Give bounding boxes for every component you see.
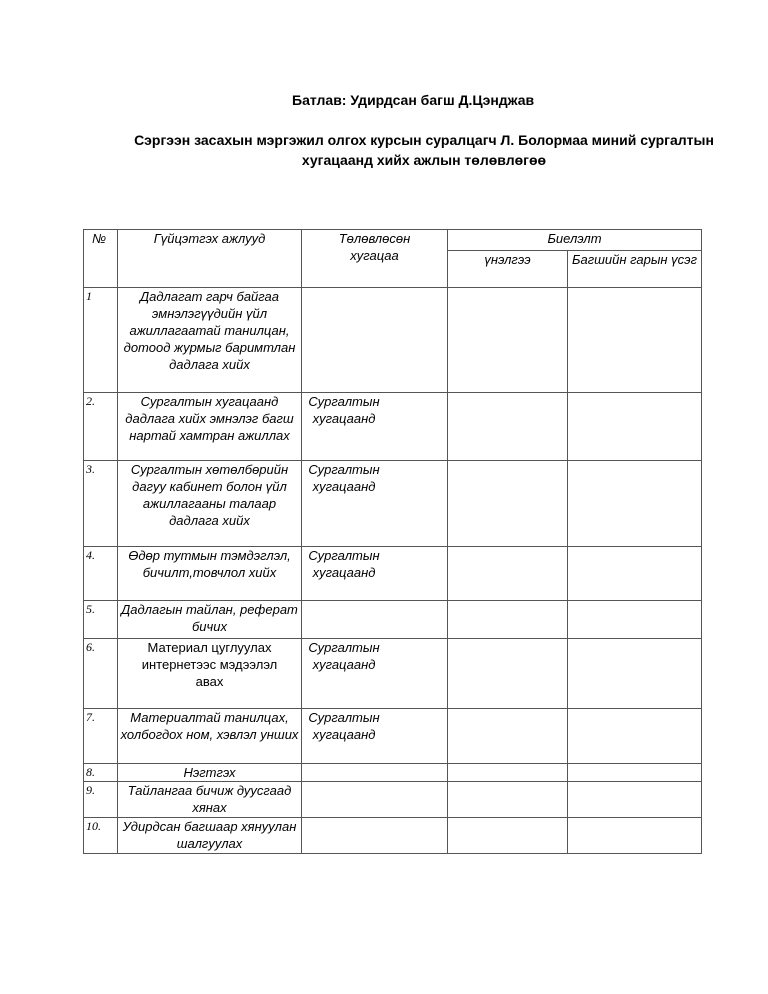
row-number: 2.	[84, 393, 118, 461]
row-number: 9.	[84, 782, 118, 818]
row-task: Дадлагын тайлан, реферат бичих	[118, 601, 302, 639]
row-evaluation	[448, 288, 568, 393]
row-task: Тайлангаа бичиж дуусгаад хянах	[118, 782, 302, 818]
table-row	[84, 764, 702, 782]
row-planned	[302, 818, 448, 854]
table-row	[84, 601, 702, 639]
row-task: Нэгтгэх	[118, 764, 302, 782]
row-evaluation	[448, 547, 568, 601]
row-planned: Сургалтын хугацаанд	[302, 393, 448, 461]
row-planned: Сургалтын хугацаанд	[302, 547, 448, 601]
row-number: 4.	[84, 547, 118, 601]
table-row	[84, 547, 702, 601]
row-signature	[568, 639, 702, 709]
row-number: 1	[84, 288, 118, 393]
row-number: 10.	[84, 818, 118, 854]
row-signature	[568, 818, 702, 854]
approval-line: Батлав: Удирдсан багш Д.Цэнджав	[292, 92, 535, 108]
row-signature	[568, 547, 702, 601]
document-title	[100, 130, 748, 170]
table-row	[84, 709, 702, 764]
row-planned: Сургалтын хугацаанд	[302, 461, 448, 547]
work-plan-table	[83, 229, 702, 854]
row-evaluation	[448, 601, 568, 639]
row-signature	[568, 461, 702, 547]
row-signature	[568, 764, 702, 782]
header-teacher-signature: Багшийн гарын үсэг	[568, 251, 702, 288]
row-planned	[302, 288, 448, 393]
row-task: Материал цуглуулах интернетээс мэдээлэл авах	[118, 639, 302, 709]
table-row	[84, 639, 702, 709]
row-task: Дадлагат гарч байгаа эмнэлэгүүдийн үйл ажиллагаатай танилцан, дотоод журмыг баримтлан дадлага хийх	[118, 288, 302, 393]
header-number: №	[84, 230, 118, 288]
row-signature	[568, 709, 702, 764]
table-row	[84, 461, 702, 547]
row-task: Өдөр тутмын тэмдэглэл, бичилт,товчлол хийх	[118, 547, 302, 601]
row-planned	[302, 764, 448, 782]
row-planned: Сургалтын хугацаанд	[302, 709, 448, 764]
row-number: 5.	[84, 601, 118, 639]
table-row	[84, 782, 702, 818]
row-evaluation	[448, 461, 568, 547]
header-result: Биелэлт	[448, 230, 702, 251]
row-planned	[302, 601, 448, 639]
row-signature	[568, 393, 702, 461]
row-number: 8.	[84, 764, 118, 782]
row-evaluation	[448, 782, 568, 818]
title-line-2: хугацаанд хийх ажлын төлөвлөгөө	[301, 152, 547, 168]
header-task: Гүйцэтгэх ажлууд	[118, 230, 302, 288]
row-task: Материалтай танилцах, холбогдох ном, хэвлэл унших	[118, 709, 302, 764]
row-evaluation	[448, 639, 568, 709]
row-evaluation	[448, 764, 568, 782]
row-evaluation	[448, 818, 568, 854]
row-planned: Сургалтын хугацаанд	[302, 639, 448, 709]
row-number: 3.	[84, 461, 118, 547]
table-row	[84, 288, 702, 393]
row-evaluation	[448, 709, 568, 764]
row-task: Удирдсан багшаар хянуулан шалгуулах	[118, 818, 302, 854]
row-signature	[568, 288, 702, 393]
row-planned	[302, 782, 448, 818]
row-task: Сургалтын хугацаанд дадлага хийх эмнэлэг багш нартай хамтран ажиллах	[118, 393, 302, 461]
table-row	[84, 393, 702, 461]
row-number: 7.	[84, 709, 118, 764]
header-planned-time: Төлөвлөсөн хугацаа	[302, 230, 448, 288]
table-row	[84, 818, 702, 854]
row-signature	[568, 782, 702, 818]
table-header-row	[84, 230, 702, 251]
row-number: 6.	[84, 639, 118, 709]
row-signature	[568, 601, 702, 639]
title-line-1: Сэргээн засахын мэргэжил олгох курсын суралцагч Л. Болормаа миний сургалтын	[134, 132, 714, 148]
row-task: Сургалтын хөтөлбөрийн дагуу кабинет болон үйл ажиллагааны талаар дадлага хийх	[118, 461, 302, 547]
row-evaluation	[448, 393, 568, 461]
header-evaluation: үнэлгээ	[448, 251, 568, 288]
